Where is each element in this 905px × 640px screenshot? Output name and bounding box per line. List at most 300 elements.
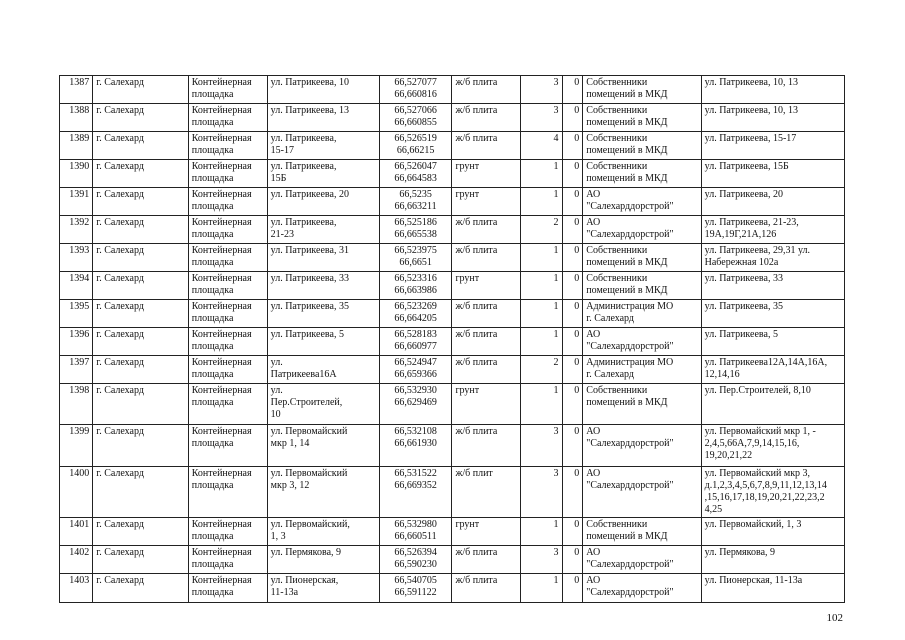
city-cell: г. Салехард — [93, 328, 189, 356]
row-number: 1397 — [60, 356, 93, 384]
coordinates-cell — [379, 518, 452, 546]
address-cell-line: ул. Патрикеева, 10 — [270, 77, 349, 88]
address-cell — [267, 244, 379, 272]
owner-cell — [583, 546, 701, 574]
coordinates-cell — [379, 132, 452, 160]
address-cell-line: 21-23 — [270, 229, 294, 240]
coordinates-cell — [379, 244, 452, 272]
container-count-cell: 1 — [520, 328, 562, 356]
address-cell-line: ул. Патрикеева, — [270, 161, 337, 172]
surface-cell: грунт — [452, 272, 521, 300]
owner-cell-line: Администрация МО — [586, 357, 674, 368]
row-number: 1392 — [60, 216, 93, 244]
owner-cell-line: помещений в МКД — [586, 117, 668, 128]
served-objects-cell-line: Набережная 102а — [704, 257, 779, 268]
site-type-cell-line: площадка — [191, 531, 234, 542]
address-cell — [267, 300, 379, 328]
coordinates-cell-line: 66,664205 — [394, 313, 437, 324]
address-cell — [267, 384, 379, 425]
served-objects-cell-line: ул. Патрикеева, 5 — [704, 329, 778, 340]
row-number: 1387 — [60, 76, 93, 104]
surface-cell: ж/б плита — [452, 104, 521, 132]
served-objects-cell-line: ,15,16,17,18,19,20,21,22,23,2 — [704, 492, 825, 503]
coordinates-cell-line: 66,663986 — [394, 285, 437, 296]
served-objects-cell — [701, 104, 844, 132]
site-type-cell-line: площадка — [191, 438, 234, 449]
owner-cell-line: помещений в МКД — [586, 89, 668, 100]
container-count-cell: 1 — [520, 188, 562, 216]
address-cell-line: 15-17 — [270, 145, 294, 156]
site-type-cell-line: Контейнерная — [191, 547, 252, 558]
site-type-cell-line: Контейнерная — [191, 468, 252, 479]
volume-cell: 0 — [562, 574, 583, 603]
surface-cell: ж/б плита — [452, 328, 521, 356]
address-cell-line: ул. Патрикеева, 35 — [270, 301, 349, 312]
address-cell-line: мкр 1, 14 — [270, 438, 310, 449]
city-cell: г. Салехард — [93, 300, 189, 328]
coordinates-cell-line: 66,660855 — [394, 117, 437, 128]
owner-cell-line: АО — [586, 217, 601, 228]
table-row — [60, 104, 845, 132]
owner-cell — [583, 132, 701, 160]
owner-cell-line: "Салехарддорстрой" — [586, 480, 674, 491]
site-type-cell-line: Контейнерная — [191, 105, 252, 116]
volume-cell: 0 — [562, 76, 583, 104]
served-objects-cell-line: 4,25 — [704, 504, 723, 515]
site-type-cell-line: площадка — [191, 587, 234, 598]
site-type-cell-line: площадка — [191, 341, 234, 352]
address-cell-line: ул. — [270, 357, 283, 368]
owner-cell-line: Собственники — [586, 273, 648, 284]
volume-cell: 0 — [562, 216, 583, 244]
address-cell — [267, 216, 379, 244]
site-type-cell-line: Контейнерная — [191, 519, 252, 530]
owner-cell-line: АО — [586, 329, 601, 340]
coordinates-cell — [379, 546, 452, 574]
served-objects-cell-line: 19,20,21,22 — [704, 450, 753, 461]
site-type-cell — [188, 425, 267, 467]
served-objects-cell-line: ул. Первомайский мкр 1, - — [704, 426, 816, 437]
site-type-cell — [188, 216, 267, 244]
row-number: 1400 — [60, 467, 93, 518]
address-cell-line: 10 — [270, 409, 281, 420]
surface-cell: ж/б плита — [452, 216, 521, 244]
table-row — [60, 76, 845, 104]
coordinates-cell — [379, 467, 452, 518]
site-type-cell-line: Контейнерная — [191, 161, 252, 172]
site-type-cell — [188, 132, 267, 160]
container-count-cell: 1 — [520, 518, 562, 546]
owner-cell-line: "Салехарддорстрой" — [586, 229, 674, 240]
coordinates-cell-line: 66,5235 — [399, 189, 432, 200]
surface-cell: грунт — [452, 160, 521, 188]
site-type-cell — [188, 356, 267, 384]
coordinates-cell — [379, 76, 452, 104]
container-count-cell: 2 — [520, 216, 562, 244]
surface-cell: ж/б плита — [452, 244, 521, 272]
coordinates-cell-line: 66,526394 — [394, 547, 437, 558]
served-objects-cell — [701, 272, 844, 300]
served-objects-cell-line: д.1,2,3,4,5,6,7,8,9,11,12,13,14 — [704, 480, 827, 491]
served-objects-cell — [701, 244, 844, 272]
city-cell: г. Салехард — [93, 518, 189, 546]
coordinates-cell-line: 66,6651 — [399, 257, 432, 268]
coordinates-cell-line: 66,660816 — [394, 89, 437, 100]
city-cell: г. Салехард — [93, 76, 189, 104]
site-type-cell — [188, 518, 267, 546]
coordinates-cell-line: 66,532108 — [394, 426, 437, 437]
owner-cell-line: АО — [586, 575, 601, 586]
surface-cell: ж/б плита — [452, 574, 521, 603]
volume-cell: 0 — [562, 467, 583, 518]
owner-cell — [583, 467, 701, 518]
owner-cell — [583, 356, 701, 384]
site-type-cell-line: площадка — [191, 145, 234, 156]
site-type-cell — [188, 574, 267, 603]
site-type-cell-line: Контейнерная — [191, 77, 252, 88]
row-number: 1393 — [60, 244, 93, 272]
coordinates-cell-line: 66,660977 — [394, 341, 437, 352]
row-number: 1403 — [60, 574, 93, 603]
site-type-cell — [188, 188, 267, 216]
served-objects-cell-line: ул. Патрикеева12А,14А,16А, — [704, 357, 828, 368]
served-objects-cell-line: ул. Патрикеева, 21-23, — [704, 217, 799, 228]
volume-cell: 0 — [562, 272, 583, 300]
coordinates-cell-line: 66,665538 — [394, 229, 437, 240]
city-cell: г. Салехард — [93, 160, 189, 188]
address-cell-line: ул. — [270, 385, 283, 396]
served-objects-cell — [701, 300, 844, 328]
container-count-cell: 1 — [520, 384, 562, 425]
address-cell — [267, 132, 379, 160]
city-cell: г. Салехард — [93, 104, 189, 132]
served-objects-cell-line: ул. Патрикеева, 10, 13 — [704, 77, 798, 88]
owner-cell-line: помещений в МКД — [586, 531, 668, 542]
served-objects-cell — [701, 160, 844, 188]
site-type-cell-line: Контейнерная — [191, 217, 252, 228]
table-row — [60, 356, 845, 384]
site-type-cell-line: площадка — [191, 229, 234, 240]
row-number: 1389 — [60, 132, 93, 160]
owner-cell-line: Собственники — [586, 245, 648, 256]
address-cell — [267, 104, 379, 132]
address-cell — [267, 425, 379, 467]
volume-cell: 0 — [562, 384, 583, 425]
owner-cell — [583, 384, 701, 425]
served-objects-cell — [701, 216, 844, 244]
volume-cell: 0 — [562, 518, 583, 546]
owner-cell — [583, 328, 701, 356]
address-cell-line: ул. Патрикеева, 31 — [270, 245, 349, 256]
site-type-cell-line: Контейнерная — [191, 329, 252, 340]
address-cell-line: ул. Патрикеева, — [270, 217, 337, 228]
owner-cell — [583, 160, 701, 188]
site-type-cell-line: Контейнерная — [191, 301, 252, 312]
row-number: 1390 — [60, 160, 93, 188]
address-cell — [267, 546, 379, 574]
served-objects-cell-line: 12,14,16 — [704, 369, 740, 380]
surface-cell: ж/б плита — [452, 76, 521, 104]
served-objects-cell-line: ул. Патрикеева, 29,31 ул. — [704, 245, 811, 256]
served-objects-cell — [701, 384, 844, 425]
coordinates-cell-line: 66,524947 — [394, 357, 437, 368]
coordinates-cell — [379, 384, 452, 425]
volume-cell: 0 — [562, 244, 583, 272]
volume-cell: 0 — [562, 328, 583, 356]
owner-cell-line: г. Салехард — [586, 369, 635, 380]
volume-cell: 0 — [562, 188, 583, 216]
served-objects-cell — [701, 425, 844, 467]
site-type-cell — [188, 76, 267, 104]
address-cell — [267, 76, 379, 104]
coordinates-cell-line: 66,523269 — [394, 301, 437, 312]
owner-cell — [583, 104, 701, 132]
container-count-cell: 3 — [520, 104, 562, 132]
served-objects-cell — [701, 546, 844, 574]
served-objects-cell — [701, 518, 844, 546]
coordinates-cell-line: 66,660511 — [394, 531, 437, 542]
address-cell-line: ул. Пионерская, — [270, 575, 339, 586]
site-type-cell — [188, 244, 267, 272]
coordinates-cell — [379, 300, 452, 328]
coordinates-cell — [379, 328, 452, 356]
served-objects-cell — [701, 188, 844, 216]
coordinates-cell — [379, 216, 452, 244]
surface-cell: ж/б плита — [452, 300, 521, 328]
owner-cell — [583, 518, 701, 546]
site-type-cell-line: Контейнерная — [191, 273, 252, 284]
owner-cell-line: Собственники — [586, 133, 648, 144]
site-type-cell-line: Контейнерная — [191, 385, 252, 396]
table-row — [60, 216, 845, 244]
city-cell: г. Салехард — [93, 132, 189, 160]
owner-cell-line: "Салехарддорстрой" — [586, 587, 674, 598]
table-row — [60, 518, 845, 546]
coordinates-cell-line: 66,525186 — [394, 217, 437, 228]
address-cell-line: ул. Первомайский, — [270, 519, 350, 530]
address-cell-line: ул. Пермякова, 9 — [270, 547, 342, 558]
owner-cell — [583, 425, 701, 467]
owner-cell — [583, 272, 701, 300]
container-count-cell: 1 — [520, 300, 562, 328]
row-number: 1391 — [60, 188, 93, 216]
city-cell: г. Салехард — [93, 425, 189, 467]
address-cell — [267, 574, 379, 603]
city-cell: г. Салехард — [93, 356, 189, 384]
container-count-cell: 3 — [520, 546, 562, 574]
served-objects-cell-line: ул. Патрикеева, 35 — [704, 301, 783, 312]
coordinates-cell-line: 66,526519 — [394, 133, 437, 144]
owner-cell-line: помещений в МКД — [586, 285, 668, 296]
container-count-cell: 3 — [520, 425, 562, 467]
address-cell-line: ул. Патрикеева, 20 — [270, 189, 349, 200]
volume-cell: 0 — [562, 546, 583, 574]
city-cell: г. Салехард — [93, 188, 189, 216]
site-type-cell-line: Контейнерная — [191, 575, 252, 586]
served-objects-cell — [701, 356, 844, 384]
volume-cell: 0 — [562, 104, 583, 132]
table-row — [60, 244, 845, 272]
served-objects-cell-line: ул. Пермякова, 9 — [704, 547, 776, 558]
coordinates-cell — [379, 188, 452, 216]
coordinates-cell — [379, 356, 452, 384]
address-cell-line: 11-13а — [270, 587, 299, 598]
served-objects-cell-line: ул. Патрикеева, 15Б — [704, 161, 789, 172]
site-type-cell — [188, 467, 267, 518]
coordinates-cell-line: 66,527077 — [394, 77, 437, 88]
city-cell: г. Салехард — [93, 272, 189, 300]
surface-cell: ж/б плита — [452, 425, 521, 467]
coordinates-cell-line: 66,629469 — [394, 397, 437, 408]
address-cell-line: 15Б — [270, 173, 287, 184]
owner-cell-line: Собственники — [586, 105, 648, 116]
surface-cell: ж/б плита — [452, 132, 521, 160]
row-number: 1398 — [60, 384, 93, 425]
owner-cell-line: Собственники — [586, 77, 648, 88]
coordinates-cell — [379, 425, 452, 467]
surface-cell: грунт — [452, 384, 521, 425]
address-cell — [267, 356, 379, 384]
container-count-cell: 1 — [520, 574, 562, 603]
address-cell-line: ул. Патрикеева, 13 — [270, 105, 349, 116]
owner-cell — [583, 574, 701, 603]
city-cell: г. Салехард — [93, 384, 189, 425]
table-row — [60, 467, 845, 518]
volume-cell: 0 — [562, 160, 583, 188]
address-cell-line: Пер.Строителей, — [270, 397, 343, 408]
owner-cell-line: Собственники — [586, 161, 648, 172]
site-type-cell-line: Контейнерная — [191, 133, 252, 144]
owner-cell-line: Администрация МО — [586, 301, 674, 312]
row-number: 1394 — [60, 272, 93, 300]
coordinates-cell-line: 66,528183 — [394, 329, 437, 340]
coordinates-cell-line: 66,527066 — [394, 105, 437, 116]
served-objects-cell-line: ул. Первомайский, 1, 3 — [704, 519, 802, 530]
coordinates-cell-line: 66,664583 — [394, 173, 437, 184]
served-objects-cell — [701, 132, 844, 160]
owner-cell-line: помещений в МКД — [586, 257, 668, 268]
address-cell — [267, 188, 379, 216]
coordinates-cell-line: 66,661930 — [394, 438, 437, 449]
table-row — [60, 300, 845, 328]
address-cell-line: ул. Патрикеева, — [270, 133, 337, 144]
served-objects-cell-line: ул. Пионерская, 11-13а — [704, 575, 803, 586]
coordinates-cell-line: 66,591122 — [394, 587, 437, 598]
site-type-cell-line: площадка — [191, 313, 234, 324]
site-type-cell-line: площадка — [191, 201, 234, 212]
owner-cell-line: "Салехарддорстрой" — [586, 341, 674, 352]
served-objects-cell-line: ул. Патрикеева, 33 — [704, 273, 783, 284]
owner-cell-line: АО — [586, 468, 601, 479]
surface-cell: грунт — [452, 188, 521, 216]
address-cell — [267, 467, 379, 518]
owner-cell-line: помещений в МКД — [586, 397, 668, 408]
row-number: 1395 — [60, 300, 93, 328]
row-number: 1388 — [60, 104, 93, 132]
owner-cell — [583, 244, 701, 272]
site-type-cell-line: площадка — [191, 173, 234, 184]
address-cell — [267, 328, 379, 356]
site-type-cell-line: Контейнерная — [191, 189, 252, 200]
served-objects-cell — [701, 467, 844, 518]
row-number: 1401 — [60, 518, 93, 546]
surface-cell: ж/б плита — [452, 356, 521, 384]
served-objects-cell-line: ул. Патрикеева, 15-17 — [704, 133, 797, 144]
owner-cell-line: АО — [586, 547, 601, 558]
owner-cell-line: Собственники — [586, 385, 648, 396]
table-row — [60, 574, 845, 603]
container-count-cell: 3 — [520, 467, 562, 518]
site-type-cell — [188, 104, 267, 132]
site-type-cell — [188, 546, 267, 574]
owner-cell-line: г. Салехард — [586, 313, 635, 324]
served-objects-cell-line: 2,4,5,66А,7,9,14,15,16, — [704, 438, 800, 449]
address-cell-line: ул. Первомайский — [270, 426, 348, 437]
address-cell-line: Патрикеева16А — [270, 369, 337, 380]
city-cell: г. Салехард — [93, 467, 189, 518]
page-number: 102 — [826, 612, 843, 624]
site-type-cell — [188, 160, 267, 188]
volume-cell: 0 — [562, 300, 583, 328]
surface-cell: ж/б плит — [452, 467, 521, 518]
city-cell: г. Салехард — [93, 546, 189, 574]
volume-cell: 0 — [562, 132, 583, 160]
coordinates-cell-line: 66,532980 — [394, 519, 437, 530]
coordinates-cell-line: 66,532930 — [394, 385, 437, 396]
owner-cell-line: "Салехарддорстрой" — [586, 201, 674, 212]
site-type-cell-line: площадка — [191, 559, 234, 570]
coordinates-cell — [379, 574, 452, 603]
coordinates-cell-line: 66,590230 — [394, 559, 437, 570]
coordinates-cell — [379, 272, 452, 300]
address-cell-line: ул. Патрикеева, 33 — [270, 273, 349, 284]
served-objects-cell — [701, 76, 844, 104]
site-type-cell-line: площадка — [191, 285, 234, 296]
owner-cell — [583, 300, 701, 328]
table-row — [60, 272, 845, 300]
row-number: 1399 — [60, 425, 93, 467]
coordinates-cell-line: 66,663211 — [394, 201, 437, 212]
site-type-cell — [188, 272, 267, 300]
container-count-cell: 1 — [520, 272, 562, 300]
owner-cell-line: АО — [586, 426, 601, 437]
city-cell: г. Салехард — [93, 216, 189, 244]
served-objects-cell-line: ул. Первомайский мкр 3, — [704, 468, 811, 479]
owner-cell-line: "Салехарддорстрой" — [586, 559, 674, 570]
site-type-cell-line: площадка — [191, 397, 234, 408]
owner-cell-line: АО — [586, 189, 601, 200]
owner-cell-line: помещений в МКД — [586, 173, 668, 184]
coordinates-cell — [379, 104, 452, 132]
owner-cell-line: "Салехарддорстрой" — [586, 438, 674, 449]
owner-cell — [583, 188, 701, 216]
address-cell-line: мкр 3, 12 — [270, 480, 310, 491]
container-count-cell: 4 — [520, 132, 562, 160]
served-objects-cell-line: 19А,19Г,21А,126 — [704, 229, 777, 240]
address-cell — [267, 272, 379, 300]
table-row — [60, 546, 845, 574]
container-count-cell: 1 — [520, 160, 562, 188]
site-type-cell-line: Контейнерная — [191, 357, 252, 368]
site-type-cell-line: площадка — [191, 369, 234, 380]
site-type-cell-line: площадка — [191, 117, 234, 128]
site-type-cell-line: площадка — [191, 257, 234, 268]
owner-cell-line: помещений в МКД — [586, 145, 668, 156]
owner-cell-line: Собственники — [586, 519, 648, 530]
table-row — [60, 188, 845, 216]
volume-cell: 0 — [562, 356, 583, 384]
table-row — [60, 425, 845, 467]
